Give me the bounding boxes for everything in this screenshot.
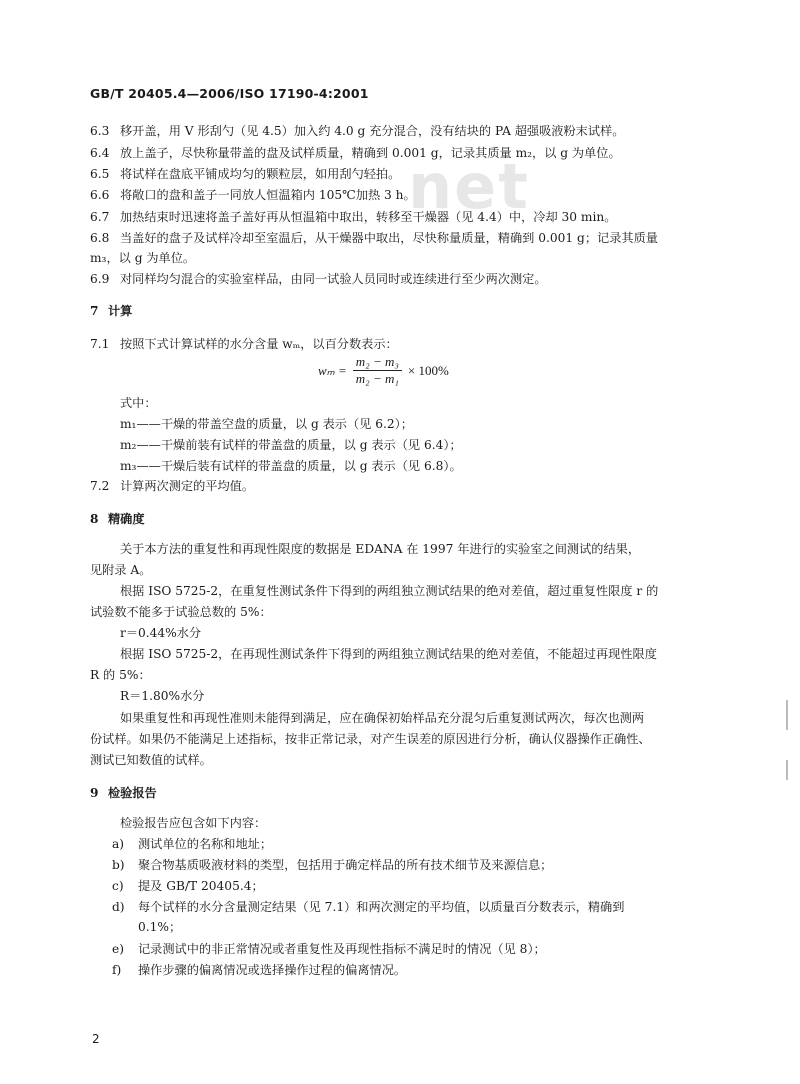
item-label: a) bbox=[112, 837, 125, 851]
item-label: b) bbox=[112, 858, 125, 872]
step-text: 放上盖子，尽快称量带盖的盘及试样质量，精确到 0.001 g，记录其质量 m₂，以 g 为单位。 bbox=[120, 146, 621, 160]
step-text-continued: m₃，以 g 为单位。 bbox=[90, 251, 196, 265]
step-text: 将敞口的盘和盖子一同放人恒温箱内 105℃加热 3 h。 bbox=[120, 188, 416, 202]
clause-number: 7.2 bbox=[90, 479, 110, 493]
step-text: 将试样在盘底平铺成均匀的颗粒层，如用刮勺轻拍。 bbox=[120, 167, 401, 181]
item-text: 每个试样的水分含量测定结果（见 7.1）和两次测定的平均值，以质量百分数表示，精确到 bbox=[138, 900, 625, 914]
formula-numerator: m₂ − m₃ bbox=[353, 354, 402, 371]
formula-suffix: × 100% bbox=[407, 362, 449, 378]
step-text: 对同样均匀混合的实验室样品，由同一试验人员同时或连续进行至少两次测定。 bbox=[120, 272, 547, 286]
step-number: 6.4 bbox=[90, 146, 110, 160]
item-label: e) bbox=[112, 942, 124, 956]
scan-mark bbox=[786, 760, 788, 780]
section-number: 9 bbox=[90, 786, 99, 800]
step-text: 当盖好的盘子及试样冷却至室温后，从干燥器中取出，尽快称量质量，精确到 0.001 g；记录其质量 bbox=[120, 231, 658, 245]
clause-text: 按照下式计算试样的水分含量 wₘ，以百分数表示： bbox=[120, 337, 398, 351]
item-text: 操作步骤的偏离情况或选择操作过程的偏离情况。 bbox=[138, 963, 407, 977]
step-number: 6.8 bbox=[90, 231, 110, 245]
item-label: f) bbox=[112, 963, 122, 977]
step-number: 6.5 bbox=[90, 167, 110, 181]
item-label: d) bbox=[112, 900, 125, 914]
formula-fraction bbox=[353, 354, 402, 387]
moisture-formula bbox=[318, 354, 449, 387]
section-title: 精确度 bbox=[108, 512, 145, 526]
standard-number: GB/T 20405.4—2006/ISO 17190-4:2001 bbox=[90, 86, 369, 101]
step-number: 6.6 bbox=[90, 188, 110, 202]
section-title: 检验报告 bbox=[108, 786, 157, 800]
section-number: 8 bbox=[90, 512, 99, 526]
formula-lhs: wₘ = bbox=[318, 362, 347, 378]
item-text: 提及 GB/T 20405.4； bbox=[138, 879, 264, 893]
section-number: 7 bbox=[90, 304, 99, 318]
item-label: c) bbox=[112, 879, 124, 893]
document-page: GB/T 20405.4—2006/ISO 17190-4:2001 net 6.3 移开盖，用 V 形刮勺（见 4.5）加入约 4.0 g 充分混合，没有结块的 PA 超强吸液粉末试样。 6.4 放上盖子，尽快称量带盖的盘及试样质量，精确到 0.001 g，记录其质量 m₂，以 g 为单位。 6.5 将试样在盘底平铺成均匀的颗粒层，如用刮勺轻拍。 6.6 将敞口的盘和盖子一同放人恒温箱内 105℃加热 3 h。 6.7 加热结束时迅速将盖子盖好再从恒温箱中取出，转移至干燥器（见 4.4）中，冷却 30 min。 6.8 当盖好的盘子及试样冷却至室温后，从干燥器中取出，尽快称量质量，精确到 0.001 g；记录其质量 m₃，以 g 为单位。 6.9 对同样均匀混合的实验室样品，由同一试验人员同时或连续进行至少两次测定。 7 计算 7.1 按照下式计算试样的水分含量 wₘ，以百分数表示： wₘ = $\frac{\text{m₂ − m₃}}{\text{m₂ − m₁}}$ × 100% 式中： m₁——干燥的带盖空盘的质量，以 g 表示（见 6.2）； m₂——干燥前装有试样的带盖盘的质量，以 g 表示（见 6.4）； m₃——干燥后装有试样的带盖盘的质量，以 g 表示（见 6.8）。 7.2 计算两次测定的平均值。 8 精确度 关于本方法的重复性和再现性限度的数据是 EDANA 在 1997 年进行的实验室之间测试的结果， 见附录 A。 根据 ISO 5725-2，在重复性测试条件下得到的两组独立测试结果的绝对差值，超过重复性限度 r 的 试验数不能多于试验总数的 5%： r＝0.44%水分 根据 ISO 5725-2，在再现性测试条件下得到的两组独立测试结果的绝对差值，不能超过再现性限度 R 的 5%： R＝1.80%水分 如果重复性和再现性准则未能得到满足，应在确保初始样品充分混匀后重复测试两次，每次也测两 份试样。如果仍不能满足上述指标，按非正常记录，对产生误差的原因进行分析，确认仪器操作正确性、 测试已知数值的试样。 9 检验报告 检验报告应包含如下内容： a) 测试单位的名称和地址； b) 聚合物基质吸液材料的类型，包括用于确定样品的所有技术细节及来源信息； c) 提及 GB/T 20405.4； d) 每个试样的水分含量测定结果（见 7.1）和两次测定的平均值，以质量百分数表示，精确到 0.1%； e) 记录测试中的非正常情况或者重复性及再现性指标不满足时的情况（见 8）； f) 操作步骤的偏离情况或选择操作过程的偏离情况。 2 bbox=[0, 0, 800, 1084]
item-text: 聚合物基质吸液材料的类型，包括用于确定样品的所有技术细节及来源信息； bbox=[138, 858, 553, 872]
item-text: 记录测试中的非正常情况或者重复性及再现性指标不满足时的情况（见 8）； bbox=[138, 942, 546, 956]
watermark-text: net bbox=[408, 150, 530, 223]
item-text: 测试单位的名称和地址； bbox=[138, 837, 273, 851]
step-number: 6.3 bbox=[90, 124, 110, 138]
page-number: 2 bbox=[92, 1032, 100, 1046]
clause-text: 计算两次测定的平均值。 bbox=[120, 479, 255, 493]
section-title: 计算 bbox=[108, 304, 133, 318]
step-number: 6.7 bbox=[90, 210, 110, 224]
item-text-continued: 0.1%； bbox=[138, 920, 182, 934]
scan-mark bbox=[786, 700, 788, 730]
step-number: 6.9 bbox=[90, 272, 110, 286]
formula-denominator: m₂ − m₁ bbox=[355, 371, 399, 386]
step-text: 加热结束时迅速将盖子盖好再从恒温箱中取出，转移至干燥器（见 4.4）中，冷却 30 min。 bbox=[120, 210, 617, 224]
step-text: 移开盖，用 V 形刮勺（见 4.5）加入约 4.0 g 充分混合，没有结块的 PA 超强吸液粉末试样。 bbox=[120, 124, 625, 138]
clause-number: 7.1 bbox=[90, 337, 110, 351]
